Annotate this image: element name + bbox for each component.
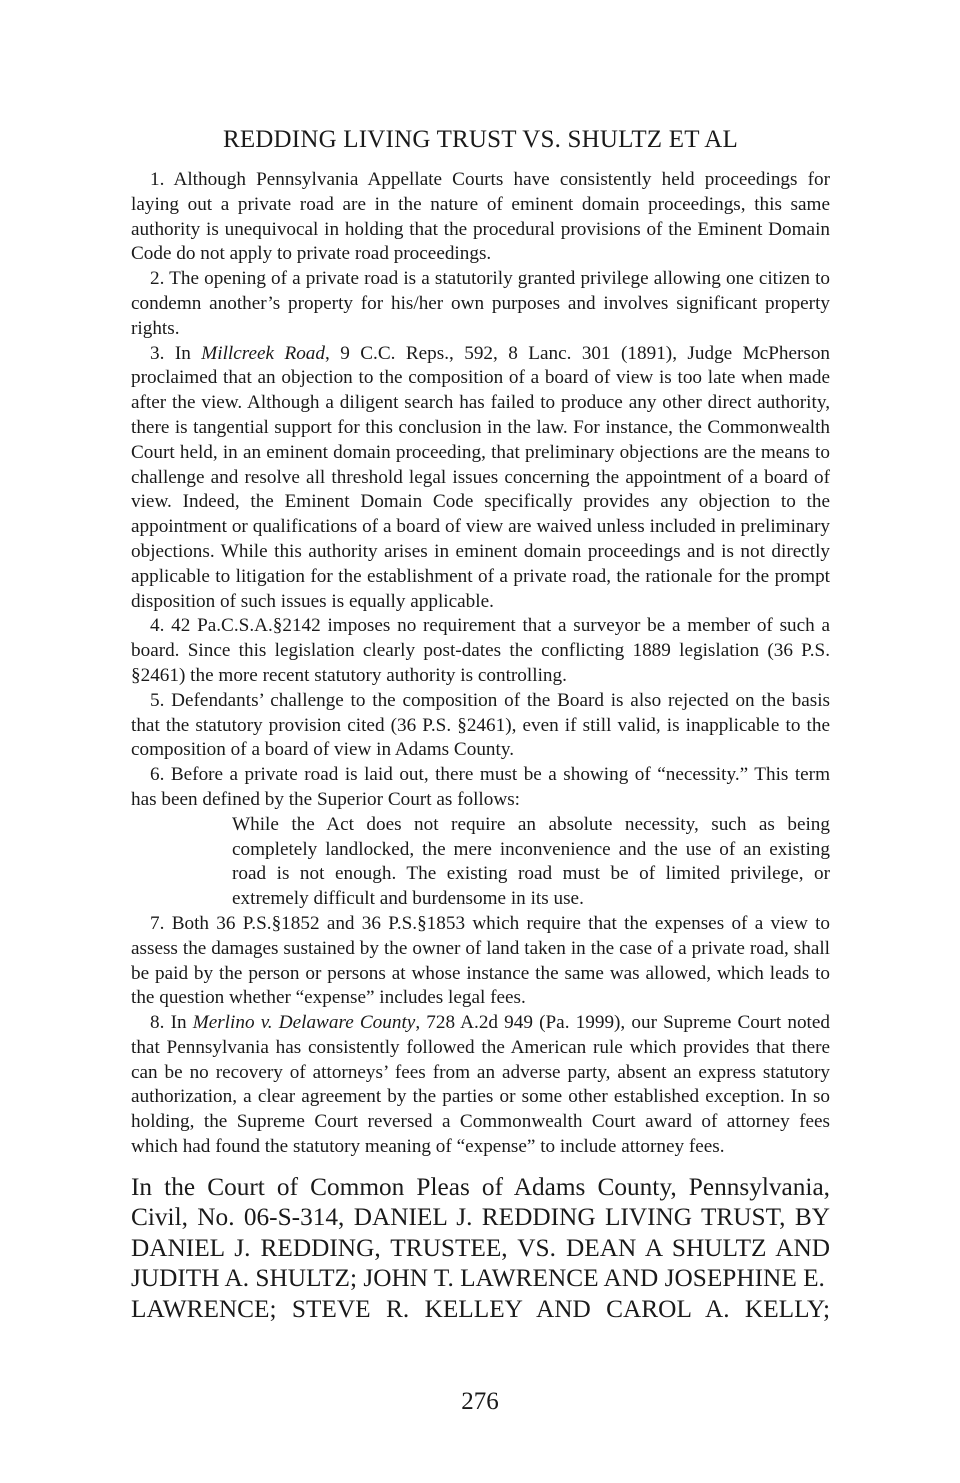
headnote-number: 2. — [150, 268, 165, 290]
headnote-number: 4. — [150, 615, 165, 637]
headnote-4 — [131, 614, 830, 688]
headnote-text: , 728 A.2d 949 (Pa. 1999), our Supreme Court noted that Pennsylvania has consistently followed the American rule which provides that there can be no recovery of attorneys’ fees from an adverse party, absent an express statutory authorization, a clear agreement by the parties or some other established exception. In so holding, the Supreme Court reversed a Commonwealth Court award of attorney fees which had found the statutory meaning of “expense” to include attorney fees. — [131, 1012, 831, 1158]
headnote-6 — [131, 763, 830, 813]
headnote-7 — [131, 912, 830, 1011]
case-caption — [131, 1172, 830, 1325]
caption-last-line: LAWRENCE; STEVE R. KELLEY AND CAROL A. KELLY; — [131, 1294, 830, 1323]
headnote-text: , 9 C.C. Reps., 592, 8 Lanc. 301 (1891), Judge McPherson proclaimed that an objection to the composition of a board of view is too late when made after the view. Although a diligent search has failed to produce any other direct authority, there is tangential support for this conclusion in the law. For instance, the Commonwealth Court held, in an eminent domain proceeding, that preliminary objections are the means to challenge and resolve all threshold legal issues concerning the appointment of a board of view. Indeed, the Eminent Domain Code specifically provides any objection to the appointment or qualifications of a board of view are waived unless included in preliminary objections. While this authority arises in eminent domain proceedings and is not directly applicable to litigation for the establishment of a private road, the rationale for the prompt disposition of such issues is equally applicable. — [131, 342, 831, 612]
running-head: REDDING LIVING TRUST VS. SHULTZ ET AL — [222, 126, 739, 153]
headnote-number: 3. — [150, 342, 165, 364]
case-name: Millcreek Road — [201, 342, 325, 364]
page-number: 276 — [461, 1388, 499, 1415]
headnotes — [131, 168, 830, 1160]
headnote-3 — [131, 342, 830, 615]
headnote-text: Both 36 P.S.§1852 and 36 P.S.§1853 which require that the expenses of a view to assess the damages sustained by the owner of land taken in the case of a private road, shall be paid by the person or persons at whose instance the same was allowed, which leads to the question whether “expense” includes legal fees. — [131, 912, 831, 1009]
headnote-number: 5. — [150, 689, 165, 711]
case-name: Merlino v. Delaware County — [192, 1012, 416, 1034]
headnote-number: 6. — [150, 764, 165, 786]
caption-text: In the Court of Common Pleas of Adams County, Pennsylvania, Civil, No. 06-S-314, DANIEL J. REDDING LIVING TRUST, BY DANIEL J. REDDING, TRUSTEE, VS. DEAN A SHULTZ AND JUDITH A. SHULTZ; JOHN T. LAWRENCE AND JOSEPHINE E. — [131, 1172, 830, 1293]
headnote-1 — [131, 168, 830, 267]
headnote-text: In — [174, 342, 202, 364]
headnote-2 — [131, 267, 830, 341]
headnote-text: Defendants’ challenge to the composition of the Board is also rejected on the basis that the statutory provision cited (36 P.S. §2461), even if still valid, is inapplicable to the composition of a board of view in Adams County. — [131, 689, 831, 761]
headnote-text: In — [170, 1012, 193, 1034]
headnote-text: 42 Pa.C.S.A.§2142 imposes no requirement that a surveyor be a member of such a board. Since this legislation clearly post-dates the conflicting 1889 legislation (36 P.S. §2461) the more recent statutory authority is controlling. — [131, 615, 830, 686]
headnote-8 — [131, 1011, 830, 1160]
headnote-number: 7. — [150, 912, 165, 934]
document-page — [131, 122, 830, 1324]
headnote-number: 1. — [150, 169, 165, 190]
headnote-5 — [131, 689, 830, 763]
headnote-text: Before a private road is laid out, there must be a showing of “necessity.” This term has been defined by the Superior Court as follows: — [131, 764, 830, 810]
headnote-text: Although Pennsylvania Appellate Courts have consistently held proceedings for laying out a private road are in the nature of eminent domain proceedings, this same authority is unequivocal in holding that the procedural provisions of the Eminent Domain Code do not apply to private road proceedings. — [131, 169, 830, 265]
headnote-number: 8. — [150, 1012, 165, 1034]
headnote-text: The opening of a private road is a statutorily granted privilege allowing one citizen to condemn another’s property for his/her own purposes and involves significant property rights. — [131, 268, 830, 339]
block-quote: While the Act does not require an absolute necessity, such as being completely landlocked, the mere inconvenience and the use of an existing road is not enough. The existing road must be of limited privilege, or extremely difficult and burdensome in its use. — [232, 813, 830, 910]
